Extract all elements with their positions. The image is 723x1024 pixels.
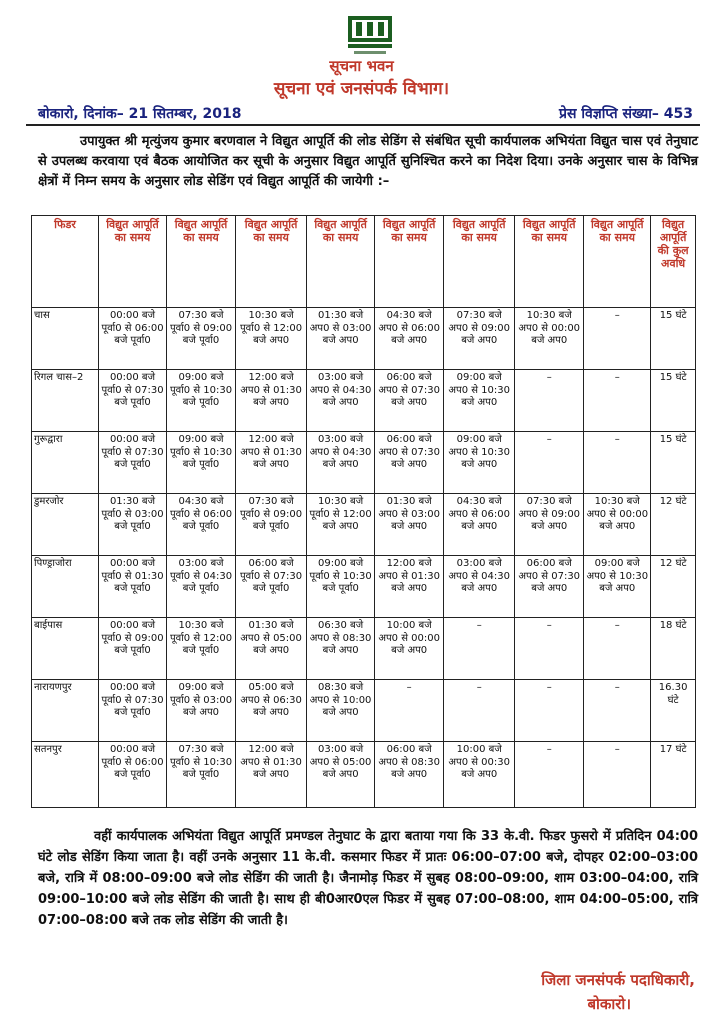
supply-time-cell: 10:00 बजे अप0 से 00:00 बजे अप0 [375, 618, 444, 680]
column-header: विद्युत आपूर्ति का समय [307, 216, 375, 308]
column-header: विद्युत आपूर्ति का समय [584, 216, 651, 308]
feeder-name-cell: पिण्ड्राजोरा [32, 556, 99, 618]
column-header: विद्युत आपूर्ति का समय [444, 216, 515, 308]
supply-time-cell: 00:00 बजे पूर्वा0 से 06:00 बजे पूर्वा0 [99, 308, 167, 370]
table-row [32, 680, 696, 742]
supply-time-cell: 08:30 बजे अप0 से 10:00 बजे अप0 [307, 680, 375, 742]
supply-time-cell: 01:30 बजे अप0 से 05:00 बजे अप0 [236, 618, 307, 680]
table-row [32, 618, 696, 680]
supply-time-cell: 12:00 बजे अप0 से 01:30 बजे अप0 [375, 556, 444, 618]
supply-time-cell: 00:00 बजे पूर्वा0 से 09:00 बजे पूर्वा0 [99, 618, 167, 680]
closing-paragraph: वहीं कार्यपालक अभियंता विद्युत आपूर्ति प्रमण्डल तेनुघाट के द्वारा बताया गया कि 33 के.वी. फिडर फुसरो में प्रतिदिन 04:00 घंटे लोड सेडिंग किया जाता है। वहीं उनके अनुसार 11 के.वी. कसमार फिडर में प्रातः 06:00–07:00 बजे, दोपहर 02:00–03:00 बजे, रात्रि में 08:00–09:00 बजे लोड सेडिंग की जाती है। जैनामोड़ फिडर में सुबह 08:00–09:00, शाम 03:00–04:00, रात्रि 09:00–10:00 बजे लोड सेडिंग की जाती है। साथ ही बी0आर0एल फिडर में सुबह 07:00–08:00, शाम 04:00–05:00, रात्रि 07:00–08:00 बजे तक लोड सेडिंग की जाती है। [38, 829, 698, 928]
supply-time-cell: 10:30 बजे अप0 से 00:00 बजे अप0 [584, 494, 651, 556]
supply-time-cell: 06:00 बजे अप0 से 07:30 बजे अप0 [375, 432, 444, 494]
supply-time-cell: – [515, 432, 584, 494]
supply-time-cell: 01:30 बजे पूर्वा0 से 03:00 बजे पूर्वा0 [99, 494, 167, 556]
supply-time-cell: 09:00 बजे अप0 से 10:30 बजे अप0 [444, 432, 515, 494]
total-duration-cell: 18 घंटे [651, 618, 696, 680]
column-header: विद्युत आपूर्ति का समय [375, 216, 444, 308]
supply-time-cell: 10:00 बजे अप0 से 00:30 बजे अप0 [444, 742, 515, 808]
supply-time-cell: – [584, 432, 651, 494]
supply-time-cell: 03:00 बजे अप0 से 04:30 बजे अप0 [307, 432, 375, 494]
total-duration-cell: 12 घंटे [651, 556, 696, 618]
table-row [32, 432, 696, 494]
column-header: विद्युत आपूर्ति का समय [515, 216, 584, 308]
supply-time-cell: 07:30 बजे अप0 से 09:00 बजे अप0 [515, 494, 584, 556]
total-duration-cell: 12 घंटे [651, 494, 696, 556]
supply-time-cell: 07:30 बजे पूर्वा0 से 09:00 बजे पूर्वा0 [236, 494, 307, 556]
supply-time-cell: – [584, 680, 651, 742]
supply-time-cell: 09:00 बजे पूर्वा0 से 10:30 बजे पूर्वा0 [167, 432, 236, 494]
feeder-name-cell: सतनपुर [32, 742, 99, 808]
supply-time-cell: – [444, 680, 515, 742]
table-header-row [32, 216, 696, 308]
feeder-name-cell: चास [32, 308, 99, 370]
signature-location: बोकारो। [587, 995, 631, 1013]
supply-time-cell: – [584, 742, 651, 808]
supply-time-cell: 09:00 बजे पूर्वा0 से 10:30 बजे पूर्वा0 [307, 556, 375, 618]
supply-time-cell: 12:00 बजे अप0 से 01:30 बजे अप0 [236, 370, 307, 432]
supply-time-cell: 10:30 बजे पूर्वा0 से 12:00 बजे अप0 [236, 308, 307, 370]
supply-time-cell: 03:00 बजे पूर्वा0 से 04:30 बजे पूर्वा0 [167, 556, 236, 618]
supply-time-cell: 04:30 बजे अप0 से 06:00 बजे अप0 [375, 308, 444, 370]
total-duration-cell: 16.30 घंटे [651, 680, 696, 742]
feeder-name-cell: डुमरजोर [32, 494, 99, 556]
table-row [32, 308, 696, 370]
supply-time-cell: 12:00 बजे अप0 से 01:30 बजे अप0 [236, 432, 307, 494]
supply-time-cell: 07:30 बजे पूर्वा0 से 09:00 बजे पूर्वा0 [167, 308, 236, 370]
column-header: फिडर [32, 216, 99, 308]
intro-paragraph: उपायुक्त श्री मृत्युंजय कुमार बरणवाल ने विद्युत आपूर्ति की लोड सेडिंग से संबंधित सूची कार्यपालक अभियंता विद्युत चास एवं तेनुघाट से उपलब्ध करवाया एवं बैठक आयोजित कर सूची के अनुसार विद्युत आपूर्ति सुनिश्चित करने का निदेश दिया। उनके अनुसार चास के विभिन्न क्षेत्रों में निम्न समय के अनुसार लोड सेडिंग एवं विद्युत आपूर्ति की जायेगी :– [38, 134, 698, 189]
supply-time-cell: 07:30 बजे अप0 से 09:00 बजे अप0 [444, 308, 515, 370]
supply-time-cell: 06:00 बजे अप0 से 07:30 बजे अप0 [515, 556, 584, 618]
feeder-name-cell: गुरूद्वारा [32, 432, 99, 494]
supply-time-cell: – [584, 618, 651, 680]
supply-time-cell: – [584, 308, 651, 370]
supply-time-cell: 09:00 बजे अप0 से 10:30 बजे अप0 [444, 370, 515, 432]
supply-time-cell: 06:00 बजे पूर्वा0 से 07:30 बजे पूर्वा0 [236, 556, 307, 618]
supply-time-cell: 01:30 बजे अप0 से 03:00 बजे अप0 [375, 494, 444, 556]
supply-time-cell: 00:00 बजे पूर्वा0 से 07:30 बजे पूर्वा0 [99, 680, 167, 742]
supply-time-cell: – [584, 370, 651, 432]
column-header: विद्युत आपूर्ति का समय [167, 216, 236, 308]
supply-time-cell: 10:30 बजे पूर्वा0 से 12:00 बजे अप0 [307, 494, 375, 556]
supply-time-cell: 09:00 बजे पूर्वा0 से 03:00 बजे अप0 [167, 680, 236, 742]
table-body [32, 308, 696, 808]
supply-time-cell: 00:00 बजे पूर्वा0 से 06:00 बजे पूर्वा0 [99, 742, 167, 808]
table-row [32, 556, 696, 618]
supply-time-cell: 06:00 बजे अप0 से 07:30 बजे अप0 [375, 370, 444, 432]
supply-time-cell: 06:30 बजे अप0 से 08:30 बजे अप0 [307, 618, 375, 680]
total-duration-cell: 15 घंटे [651, 432, 696, 494]
total-duration-cell: 17 घंटे [651, 742, 696, 808]
dateline: बोकारो, दिनांक– 21 सितम्बर, 2018 [38, 106, 242, 122]
header-divider [26, 124, 700, 126]
supply-time-cell: 12:00 बजे अप0 से 01:30 बजे अप0 [236, 742, 307, 808]
supply-time-cell: 05:00 बजे अप0 से 06:30 बजे अप0 [236, 680, 307, 742]
supply-time-cell: 09:00 बजे पूर्वा0 से 10:30 बजे पूर्वा0 [167, 370, 236, 432]
load-shedding-schedule-table [31, 215, 696, 808]
table-row [32, 370, 696, 432]
feeder-name-cell: रिगल चास–2 [32, 370, 99, 432]
total-duration-cell: 15 घंटे [651, 308, 696, 370]
column-header: विद्युत आपूर्ति का समय [236, 216, 307, 308]
supply-time-cell: 03:00 बजे अप0 से 04:30 बजे अप0 [307, 370, 375, 432]
supply-time-cell: – [515, 680, 584, 742]
supply-time-cell: 07:30 बजे पूर्वा0 से 10:30 बजे पूर्वा0 [167, 742, 236, 808]
column-header: विद्युत आपूर्ति का समय [99, 216, 167, 308]
supply-time-cell: 00:00 बजे पूर्वा0 से 01:30 बजे पूर्वा0 [99, 556, 167, 618]
signature-designation: जिला जनसंपर्क पदाधिकारी, [541, 971, 695, 989]
government-emblem-icon [340, 14, 400, 58]
supply-time-cell: – [515, 742, 584, 808]
supply-time-cell: 10:30 बजे अप0 से 00:00 बजे अप0 [515, 308, 584, 370]
supply-time-cell: 00:00 बजे पूर्वा0 से 07:30 बजे पूर्वा0 [99, 370, 167, 432]
supply-time-cell: 03:00 बजे अप0 से 04:30 बजे अप0 [444, 556, 515, 618]
supply-time-cell: 10:30 बजे पूर्वा0 से 12:00 बजे पूर्वा0 [167, 618, 236, 680]
supply-time-cell: – [515, 618, 584, 680]
total-duration-cell: 15 घंटे [651, 370, 696, 432]
supply-time-cell: 00:00 बजे पूर्वा0 से 07:30 बजे पूर्वा0 [99, 432, 167, 494]
table-row [32, 494, 696, 556]
supply-time-cell: 09:00 बजे अप0 से 10:30 बजे अप0 [584, 556, 651, 618]
supply-time-cell: 03:00 बजे अप0 से 05:00 बजे अप0 [307, 742, 375, 808]
feeder-name-cell: नारायणपुर [32, 680, 99, 742]
supply-time-cell: 01:30 बजे अप0 से 03:00 बजे अप0 [307, 308, 375, 370]
supply-time-cell: – [444, 618, 515, 680]
table-row [32, 742, 696, 808]
supply-time-cell: 06:00 बजे अप0 से 08:30 बजे अप0 [375, 742, 444, 808]
supply-time-cell: 04:30 बजे अप0 से 06:00 बजे अप0 [444, 494, 515, 556]
press-release-number: प्रेस विज्ञप्ति संख्या– 453 [559, 106, 693, 122]
column-header: विद्युत आपूर्ति की कुल अवधि [651, 216, 696, 308]
feeder-name-cell: बाईपास [32, 618, 99, 680]
supply-time-cell: 04:30 बजे पूर्वा0 से 06:00 बजे पूर्वा0 [167, 494, 236, 556]
supply-time-cell: – [375, 680, 444, 742]
supply-time-cell: – [515, 370, 584, 432]
header-department-name: सूचना एवं जनसंपर्क विभाग। [273, 79, 450, 99]
header-office-name: सूचना भवन [329, 57, 394, 75]
